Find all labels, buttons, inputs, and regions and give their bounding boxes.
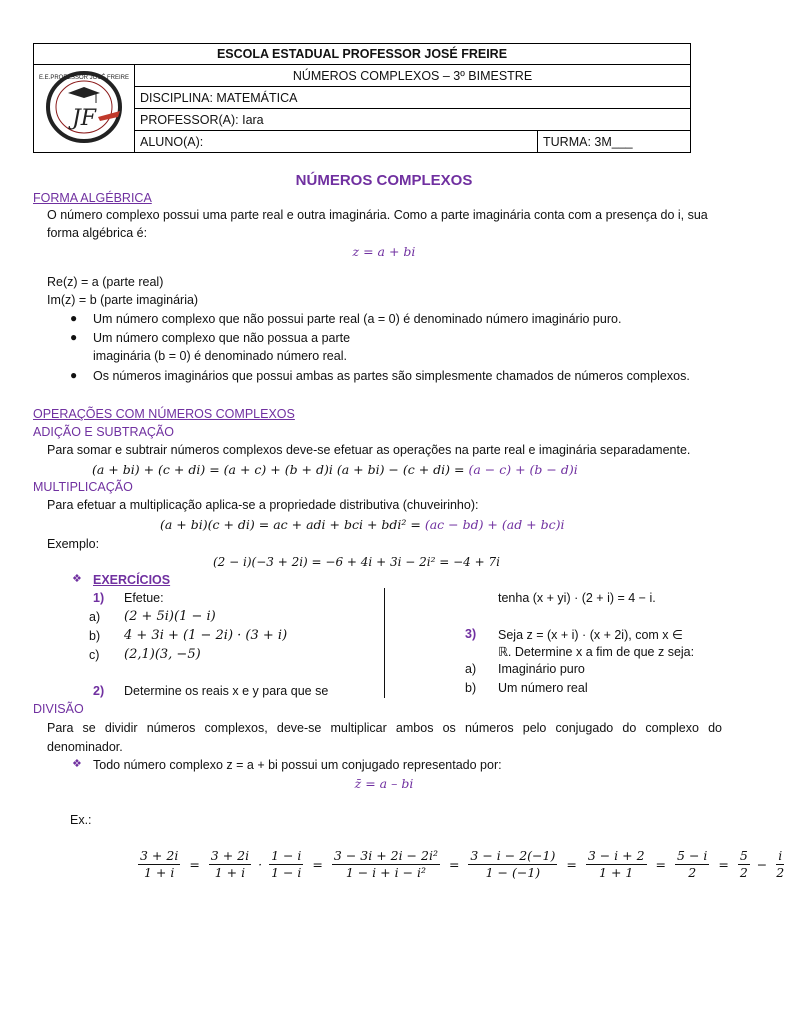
q2-number: 2) [93, 684, 105, 698]
page-title: NÚMEROS COMPLEXOS [295, 172, 473, 189]
add-formula-main: (a + bi) + (c + di) = (a + c) + (b + d)i (a + bi) − (c + di) = [92, 462, 469, 477]
add-text: Para somar e subtrair números complexos deve-se efetuar as operações na parte real e imaginária separadamente. [47, 443, 691, 457]
forma-heading: FORMA ALGÉBRICA [33, 191, 152, 205]
bullet-icon: ● [70, 311, 78, 325]
q2-continuation: tenha (x + yi) · (2 + i) = 4 − i. [498, 591, 656, 605]
discipline: DISCIPLINA: MATEMÁTICA [135, 87, 691, 109]
add-formula-result: (a − c) + (b − d)i [468, 462, 578, 477]
diamond-icon: ❖ [72, 573, 82, 585]
q1b-label: b) [89, 629, 101, 643]
diamond-icon: ❖ [72, 758, 82, 770]
q3-text-1: Seja z = (x + i) · (x + 2i), com x ∈ [498, 628, 683, 642]
conj-text: Todo número complexo z = a + bi possui um conjugado representado por: [93, 758, 502, 772]
div-text-1: Para se dividir números complexos, deve-se multiplicar ambos os números pelo conjugado do complexo do [47, 721, 722, 735]
mult-formula-result: (ac − bd) + (ad + bc)i [424, 517, 565, 532]
bullet-icon: ● [70, 330, 78, 344]
fraction: $\frac{\text{3 − 3i + 2i − 2i²}}{\text{1 − i + i − i²}}$ [333, 848, 438, 880]
fraction: $\frac{5 - i}{2}$ [677, 848, 708, 880]
re-line: Re(z) = a (parte real) [47, 275, 164, 289]
q3a-label: a) [465, 662, 477, 676]
mult-text: Para efetuar a multiplicação aplica-se a propriedade distributiva (chuveirinho): [47, 498, 479, 512]
bullet-1: Um número complexo que não possui parte real (a = 0) é denominado número imaginário puro. [93, 312, 622, 326]
operacoes-heading: OPERAÇÕES COM NÚMEROS COMPLEXOS [33, 407, 295, 421]
q1b: 4 + 3i + (1 − 2i) · (3 + i) [124, 628, 288, 643]
fraction: $\frac{3 + 2i}{1 + i}$ [210, 848, 250, 880]
mult-heading: MULTIPLICAÇÃO [33, 480, 133, 494]
ex-label: Ex.: [70, 813, 92, 827]
bullet-icon: ● [70, 368, 78, 382]
q1a: (2 + 5i)(1 − i) [124, 609, 216, 624]
div-text-2: denominador. [47, 740, 123, 754]
q1c-label: c) [89, 648, 100, 662]
q1c: (2,1)(3, −5) [124, 647, 201, 662]
fraction: $\frac{5}{2}$ [739, 848, 748, 880]
mult-formula-main: (a + bi)(c + di) = ac + adi + bci + bdi² = [160, 517, 425, 532]
q1-text: Efetue: [124, 591, 164, 605]
mult-formula [160, 517, 565, 532]
header-table [33, 43, 691, 153]
add-heading: ADIÇÃO E SUBTRAÇÃO [33, 425, 174, 439]
forma-intro-1: O número complexo possui uma parte real e outra imaginária. Como a parte imaginária conta com a presença do i, sua [47, 208, 708, 222]
subject-line: NÚMEROS COMPLEXOS – 3º BIMESTRE [135, 65, 691, 87]
column-divider [384, 588, 385, 698]
exercises-label: EXERCÍCIOS [93, 573, 171, 587]
q2-text: Determine os reais x e y para que se [124, 684, 329, 698]
student-field: ALUNO(A): [135, 131, 538, 153]
fraction: $\frac{1 - i}{1 - i}$ [271, 848, 302, 880]
fraction: $\frac{3 + 2i}{1 + i}$ [140, 848, 179, 880]
example-label: Exemplo: [47, 537, 100, 551]
q3b-label: b) [465, 681, 477, 695]
class-field: TURMA: 3M___ [538, 131, 691, 153]
q1a-label: a) [89, 610, 101, 624]
forma-intro-2: forma algébrica é: [47, 226, 148, 240]
q1-number: 1) [93, 591, 105, 605]
bullet-2a: Um número complexo que não possua a parte [93, 331, 351, 345]
add-formula [92, 462, 578, 477]
example-formula: (2 − i)(−3 + 2i) = −6 + 4i + 3i − 2i² = −4 + 7i [213, 555, 500, 569]
q3b: Um número real [498, 681, 588, 695]
div-heading: DIVISÃO [33, 702, 84, 716]
im-line: Im(z) = b (parte imaginária) [47, 293, 199, 307]
q3-number: 3) [465, 627, 477, 641]
division-example: $\frac{3 + 2i}{1 + i}$ = $\frac{3 + 2i}{1 + i}$ · $\frac{1 - i}{1 - i}$ = $\frac{\text{3 − 3i + 2i − 2i²}}{\text{1 − i + i − i²}}$ = $\frac{3 - i - 2(-1)}{1 - (-1)}$ = $\frac{3 - i + 2}{1 + 1}$ = $\frac{5 - i}{2}$ = $\frac{5}{2}$ − $\frac{i}{2}$ [140, 848, 785, 880]
teacher: PROFESSOR(A): Iara [135, 109, 691, 131]
bullet-3: Os números imaginários que possui ambas as partes são simplesmente chamados de números complexos. [93, 369, 690, 383]
logo-initials: JF [71, 106, 97, 131]
q3-text-2: ℝ. Determine x a fim de que z seja: [498, 645, 695, 659]
bullet-2b: imaginária (b = 0) é denominado número real. [93, 349, 347, 363]
fraction: $\frac{i}{2}$ [776, 848, 785, 880]
conj-formula: z̄ = a – bi [354, 776, 414, 791]
fraction: $\frac{3 - i + 2}{1 + 1}$ [587, 848, 645, 880]
school-logo [34, 65, 134, 149]
forma-formula: z = a + bi [352, 244, 416, 259]
school-name: ESCOLA ESTADUAL PROFESSOR JOSÉ FREIRE [34, 44, 691, 65]
fraction: $\frac{3 - i - 2(-1)}{1 - (-1)}$ [470, 848, 556, 880]
logo-text: E.E.PROFESSOR JOSÉ FREIRE [38, 75, 130, 81]
logo-cell [34, 65, 135, 153]
q3a: Imaginário puro [498, 662, 585, 676]
